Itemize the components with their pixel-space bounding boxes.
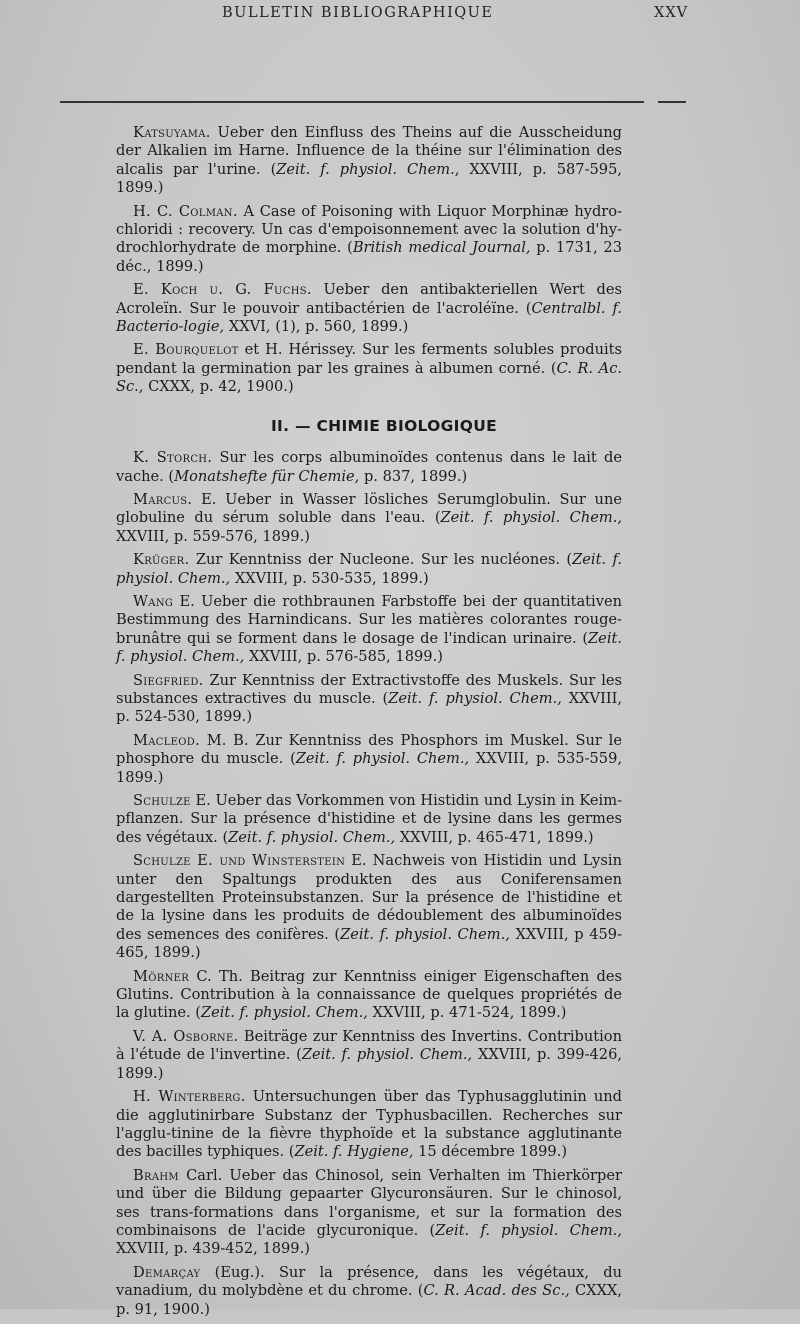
bibliography-entry <box>116 1028 622 1083</box>
entry-author: Mörner <box>133 967 190 985</box>
entry-reference: XXVIII, p. 524-530, 1899.) <box>116 689 622 726</box>
bibliography-entry <box>116 491 622 546</box>
entry-author: Katsuyama. <box>133 124 211 141</box>
entry-title: et H. Hérissey. Sur les ferments solubles produits pendant la germination par les graines à albumen corné. ( <box>116 341 622 377</box>
bibliography-entry <box>116 124 622 198</box>
entry-reference: XXVIII, p. 576-585, 1899.) <box>244 648 443 666</box>
entry-author: Siegfried. <box>133 671 204 689</box>
header-title: BULLETIN BIBLIOGRAPHIQUE <box>222 5 494 21</box>
entry-reference: XXVI, (1), p. 560, 1899.) <box>224 318 409 336</box>
entry-author: Marcus. <box>133 490 193 508</box>
entry-author: Schulze <box>133 792 191 809</box>
bibliography-entry <box>116 593 622 667</box>
entry-author: K. Storch. <box>133 449 213 467</box>
entry-author: E. Bourquelot <box>133 341 239 359</box>
entry-title: Ueber den antibakteriellen Wert des Acroleïn. Sur le pouvoir antibactérien de l'acroléïne. ( <box>116 281 622 317</box>
entry-author: Demarçay <box>133 1263 201 1281</box>
entry-title: E. Ueber die rothbraunen Farbstoffe bei der quantitativen Bestimmung des Harnindicans. Sur les matières colorantes rouge-brunâtre qui se forment dans le dosage de l'indican urinaire. ( <box>116 592 622 647</box>
entry-journal: C. R. Acad. des Sc., <box>423 1282 570 1300</box>
entry-author: Wang <box>133 592 174 610</box>
entry-reference: , XXVIII, p. 587-595, 1899.) <box>116 160 622 197</box>
entry-reference: XXVIII, p. 471-524, 1899.) <box>367 1004 567 1022</box>
bibliography-entry <box>116 1167 622 1259</box>
entry-journal: Zeit. f. physiol. Chem., <box>340 925 510 943</box>
entry-journal: Zeit. f. physiol. Chem., <box>228 828 396 846</box>
entry-journal: Monatshefte für Chemie, <box>174 467 360 485</box>
header-rule-short <box>658 101 686 103</box>
entry-reference: CXXX, p. 42, 1900.) <box>143 378 294 396</box>
bibliography-entry <box>116 281 622 336</box>
entry-reference: p. 837, 1899.) <box>359 467 468 485</box>
entry-author: V. A. Osborne. <box>133 1027 239 1045</box>
entry-author: Macleod. <box>133 731 201 749</box>
entry-title: Sur les corps albuminoïdes contenus dans le lait de vache. ( <box>116 449 622 485</box>
entry-reference: XXVIII, p. 399-426, 1899.) <box>116 1046 622 1082</box>
entry-title: Zur Kenntniss der Extractivstoffe des Muskels. Sur les substances extractives du muscle. ( <box>116 671 622 707</box>
entry-author: Brahm <box>133 1166 179 1184</box>
entry-author: Krüger. <box>133 551 190 569</box>
entry-title: Untersuchungen über das Typhusagglutinin und die agglutinirbare Substanz der Typhusbacillen. Recherches sur l'agglu-tinine de la fièvre thyphoïde et la substance agglutinante des bacilles typhiques. ( <box>116 1088 622 1161</box>
bibliography-entry <box>116 449 622 486</box>
entry-journal: Zeit. f. physiol. Chem., <box>295 750 470 768</box>
bibliography-body <box>116 124 622 1324</box>
entry-journal: Zeit. f. physiol. Chem., <box>301 1046 473 1064</box>
entry-author: Schulze E. und Winsterstein <box>133 852 346 870</box>
entry-journal: Zeit. f. physiol. Chem. <box>276 160 455 178</box>
entry-title: Carl. Ueber das Chinosol, sein Verhalten im Thierkörper und über die Bildung gepaarter Glycuronsäuren. Sur le chinosol, ses trans-formations dans l'organisme, et sur la formation des combinaisons de l'acide glycuronique. ( <box>116 1166 622 1239</box>
entry-title: A Case of Poisoning with Liquor Morphinæ hydro-chloridi : recovery. Un cas d'empoisonnement avec la solution d'hy-drochlorhydrate de morphine. ( <box>116 202 622 257</box>
header-rule <box>60 101 644 103</box>
entry-reference: 15 décembre 1899.) <box>413 1143 568 1161</box>
entry-author: H. C. Colman. <box>133 202 238 220</box>
bibliography-entry <box>116 792 622 847</box>
entry-journal: Zeit. f. physiol. Chem., <box>388 689 562 707</box>
entries-after-section <box>116 449 622 1319</box>
bibliography-entry <box>116 203 622 277</box>
entry-journal: Zeit. f. physiol. Chem., <box>116 629 622 666</box>
entry-reference: XXVIII, p. 559-576, 1899.) <box>116 527 310 545</box>
entry-title: (Eug.). Sur la présence, dans les végétaux, du vanadium, du molybdène et du chrome. ( <box>116 1263 622 1300</box>
entry-reference: CXXX, p. 91, 1900.) <box>116 1282 622 1318</box>
entry-journal: Centralbl. f. Bacterio-logie, <box>116 299 623 336</box>
bibliography-entry <box>116 672 622 727</box>
entry-journal: Zeit. f. physiol. Chem., <box>200 1004 368 1022</box>
entry-reference: XXVIII, p. 439-452, 1899.) <box>116 1240 310 1258</box>
bibliography-entry <box>116 551 622 588</box>
bibliography-entry <box>116 1264 622 1319</box>
entry-reference: XXVIII, p. 530-535, 1899.) <box>230 569 429 587</box>
entry-title: E. Nachweis von Histidin und Lysin unter den Spaltungs produkten des aus Coniferensamen dargestellten Proteinsubstanzen. Sur la présence de l'histidine et de la lysine dans les produits de dédoublement des albuminoïdes des semences des conifères. ( <box>116 852 622 943</box>
entry-journal: Zeit. f. physiol. Chem., <box>435 1221 622 1239</box>
entry-journal: C. R. Ac. Sc., <box>116 359 623 396</box>
entry-title: Ueber den Einfluss des Theins auf die Ausscheidung der Alkalien im Harne. Influence de la théine sur l'élimination des alcalis par l'urine. ( <box>116 124 622 178</box>
entry-title: M. B. Zur Kenntniss des Phosphors im Muskel. Sur le phosphore du muscle. ( <box>116 731 622 768</box>
entry-journal: Zeit. f. physiol. Chem., <box>116 551 622 587</box>
entry-title: Beiträge zur Kenntniss des Invertins. Contribution à l'étude de l'invertine. ( <box>116 1027 622 1064</box>
section-title: II. — CHIMIE BIOLOGIQUE <box>270 416 497 435</box>
entry-reference: p. 1731, 23 déc., 1899.) <box>116 239 623 275</box>
entry-title: C. Th. Beitrag zur Kenntniss einiger Eigenschaften des Glutins. Contribution à la connaissance de quelques propriétés de la glutine. ( <box>116 967 622 1022</box>
entry-author: H. Winterberg. <box>133 1088 246 1106</box>
bibliography-entry <box>116 968 622 1023</box>
entry-journal: Zeit. f. physiol. Chem., <box>440 509 622 527</box>
entry-reference: XXVIII, p. 535-559, 1899.) <box>116 750 622 786</box>
bibliography-entry <box>116 1088 622 1162</box>
entry-title: E. Ueber in Wasser lösliches Serumglobulin. Sur une globuline du sérum soluble dans l'eau. ( <box>116 490 622 527</box>
entry-journal: British medical Journal, <box>352 239 531 257</box>
bibliography-entry <box>116 732 622 787</box>
entry-title: Zur Kenntniss der Nucleone. Sur les nucléones. ( <box>189 551 573 569</box>
entry-journal: Zeit. f. Hygiene, <box>294 1143 414 1161</box>
entry-author: E. Koch u. G. Fuchs. <box>133 281 312 299</box>
header-page-number: XXV <box>654 5 689 21</box>
bibliography-entry <box>116 852 622 962</box>
entry-title: E. Ueber das Vorkommen von Histidin und Lysin in Keim-pflanzen. Sur la présence d'histidine et de lysine dans les germes des végétaux. ( <box>116 792 622 846</box>
bibliography-entry <box>116 341 622 396</box>
entry-reference: XXVIII, p. 465-471, 1899.) <box>395 828 594 846</box>
entry-reference: XXVIII, p 459-465, 1899.) <box>116 925 622 962</box>
entries-before-section <box>116 124 622 397</box>
